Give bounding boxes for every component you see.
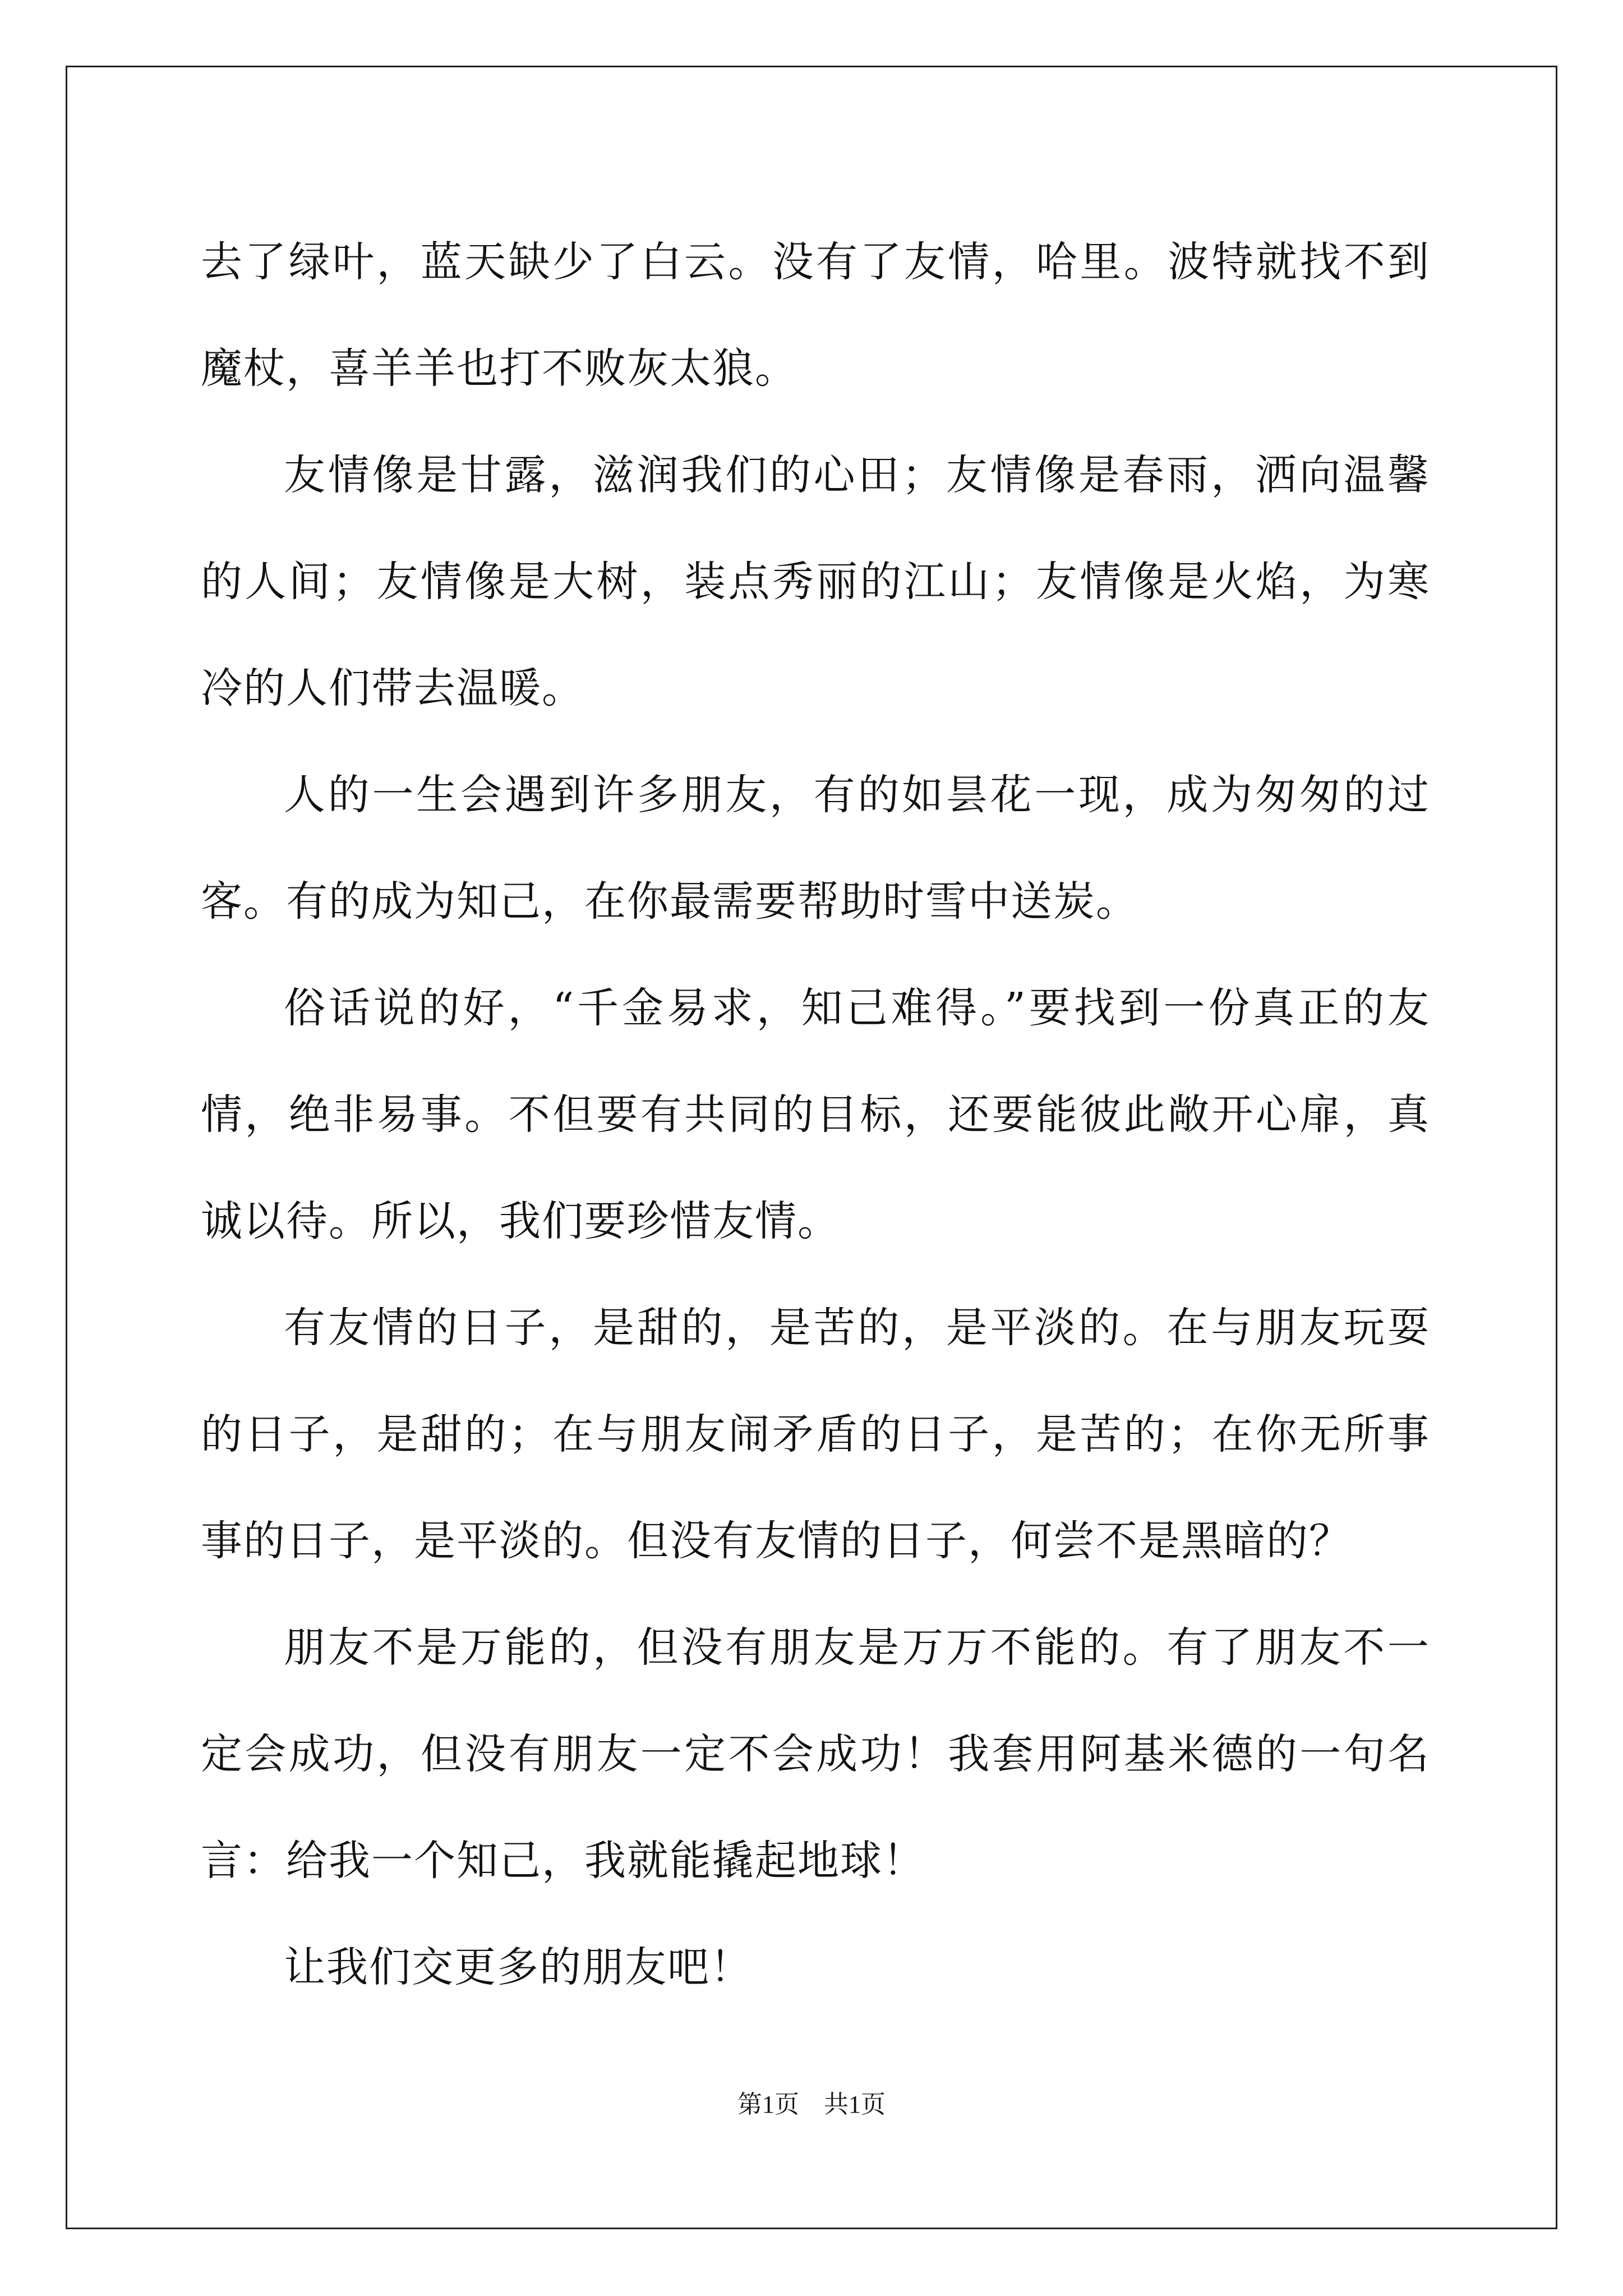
paragraph-4: 俗话说的好，“千金易求，知己难得。”要找到一份真正的友情，绝非易事。不但要有共同的目标，还要能彼此敞开心扉，真诚以待。所以，我们要珍惜友情。	[201, 984, 1430, 1245]
paragraph-7: 让我们交更多的朋友吧！	[284, 1943, 753, 1991]
paragraph-1: 去了绿叶，蓝天缺少了白云。没有了友情，哈里。波特就找不到魔杖，喜羊羊也打不败灰太狼。	[201, 238, 1430, 393]
paragraph-3: 人的一生会遇到许多朋友，有的如昙花一现，成为匆匆的过客。有的成为知己，在你最需要帮助时雪中送炭。	[201, 771, 1430, 926]
document-body	[201, 209, 1430, 2021]
paragraph-2: 友情像是甘露，滋润我们的心田；友情像是春雨，洒向温馨的人间；友情像是大树，装点秀丽的江山；友情像是火焰，为寒冷的人们带去温暖。	[201, 451, 1430, 712]
paragraph-5: 有友情的日子，是甜的，是苦的，是平淡的。在与朋友玩耍的日子，是甜的；在与朋友闹矛盾的日子，是苦的；在你无所事事的日子，是平淡的。但没有友情的日子，何尝不是黑暗的？	[201, 1304, 1430, 1565]
page-number-footer: 第1页 共1页	[737, 2091, 886, 2118]
paragraph-6: 朋友不是万能的，但没有朋友是万万不能的。有了朋友不一定会成功，但没有朋友一定不会成功！我套用阿基米德的一句名言：给我一个知己，我就能撬起地球！	[201, 1623, 1430, 1885]
